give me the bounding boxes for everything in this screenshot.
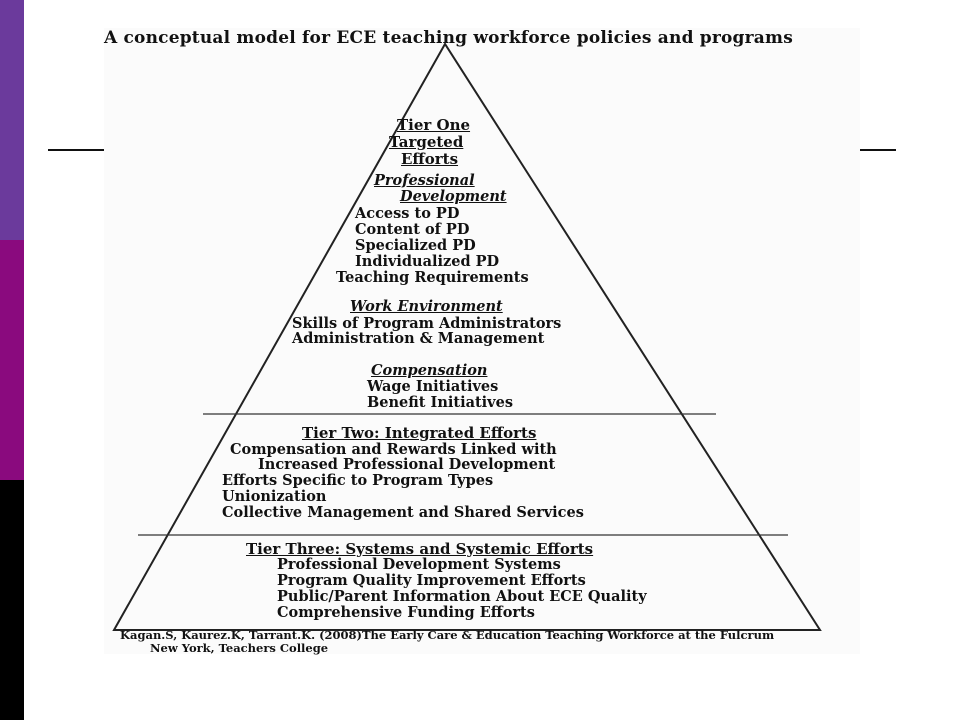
pd-heading-1: Professional bbox=[374, 172, 475, 189]
tier-three-item: Public/Parent Information About ECE Quality bbox=[277, 588, 647, 605]
pd-heading-2: Development bbox=[400, 188, 507, 205]
work-environment-item: Administration & Management bbox=[292, 330, 545, 347]
work-environment-item: Skills of Program Administrators bbox=[292, 315, 562, 332]
tier-two-item: Compensation and Rewards Linked with bbox=[230, 441, 557, 458]
tier-two-item: Efforts Specific to Program Types bbox=[222, 472, 494, 489]
tier-one-heading-2: Targeted bbox=[389, 133, 464, 151]
tier-one-heading-1: Tier One bbox=[397, 116, 471, 134]
tier-two-item: Collective Management and Shared Services bbox=[222, 504, 584, 521]
citation-line-2: New York, Teachers College bbox=[150, 641, 329, 655]
pd-item: Specialized PD bbox=[355, 237, 476, 254]
compensation-item: Benefit Initiatives bbox=[367, 394, 513, 411]
pd-item: Content of PD bbox=[355, 221, 470, 238]
tier-two-item: Unionization bbox=[222, 488, 327, 505]
tier-one-heading-3: Efforts bbox=[401, 150, 459, 168]
citation-line-1: Kagan.S, Kaurez.K, Tarrant.K. (2008)The Early Care & Education Teaching Workforce at the Fulcrum bbox=[120, 628, 775, 642]
figure-title: A conceptual model for ECE teaching workforce policies and programs bbox=[104, 28, 793, 48]
pd-item: Teaching Requirements bbox=[336, 269, 529, 286]
tier-three-item: Professional Development Systems bbox=[277, 556, 561, 573]
pd-item: Access to PD bbox=[355, 205, 460, 222]
tier-three-item: Program Quality Improvement Efforts bbox=[277, 572, 586, 589]
tier-two-heading: Tier Two: Integrated Efforts bbox=[302, 424, 537, 442]
tier-two-item: Increased Professional Development bbox=[258, 456, 556, 473]
tier-three-heading: Tier Three: Systems and Systemic Efforts bbox=[246, 540, 594, 558]
compensation-item: Wage Initiatives bbox=[367, 378, 499, 395]
work-environment-heading: Work Environment bbox=[350, 298, 503, 315]
pd-item: Individualized PD bbox=[355, 253, 500, 270]
tier-three-item: Comprehensive Funding Efforts bbox=[277, 604, 535, 621]
compensation-heading: Compensation bbox=[371, 362, 488, 379]
